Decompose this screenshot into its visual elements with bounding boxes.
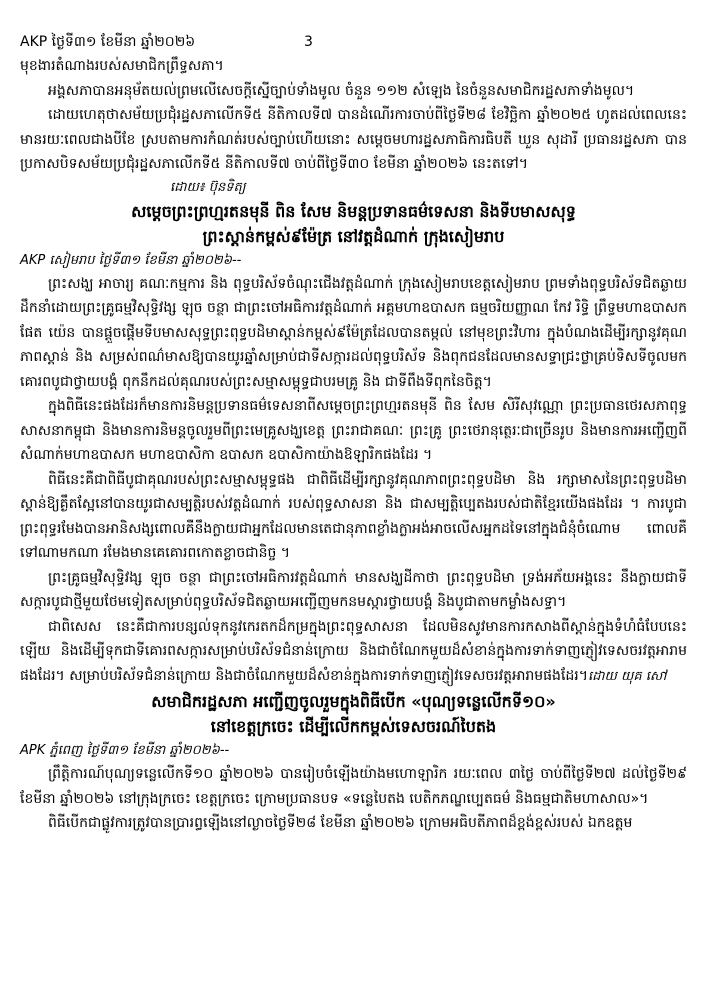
article2-paragraph-2: ក្នុងពិធីនេះផងដែរក៏មានការនិមន្តប្រទានធម៌ទេសនាពីសម្តេចព្រះព្រហ្មរតនមុនី ពិន សែម សិរីសុវណ្ណោ ព្រះប្រធានថេរសភាពុទ្ធសាសនាកម្ពុជា និងមានការនិមន្តចូលរួមពីព្រះមេគ្រូសង្ឃខេត្ត ព្រះរាជាគណៈ ព្រះគ្រូ ព្រះថេរានុត្ថេរៈជាច្រើនរូប និងមានការអញ្ជើញពីសំណាក់មហាឧបាសក មហាឧបាសិកា ឧបាសក ឧបាសិកាយ៉ាងឱឡារិកផងដែរ ។	[20, 398, 687, 463]
page-number: 3	[304, 34, 313, 50]
article1-paragraph-2: ដោយហេតុថាសម័យប្រជុំរដ្ឋសភាលើកទី៥ នីតិកាលទី៧ បានដំណើរការចាប់ពីថ្ងៃទី២៨ ខែវិច្ឆិកា ឆ្នាំ២០២៥ ហូតដល់ពេលនេះ មានរយៈពេលជាងបីខែ ស្របតាមការកំណត់របស់ច្បាប់ហើយនោះ សម្តេចមហារដ្ឋសភាធិការធិបតី ឃួន សុដារី ប្រធានរដ្ឋសភា បានប្រកាសបិទសម័យប្រជុំរដ្ឋសភាលើកទី៥ នីតិកាលទី៧ ចាប់ពីថ្ងៃទី៣០ ខែមីនា ឆ្នាំ២០២៦ នេះតទៅ។	[20, 107, 687, 172]
article3-headline-line1: សមាជិករដ្ឋសភា អញ្ជើញចូលរួមក្នុងពិធីបើក «បុណ្យទន្លេលើកទី១០»	[151, 692, 556, 711]
article2-paragraph-1: ព្រះសង្ឃ អាចារ្យ គណៈកម្មការ និង ពុទ្ធបរិស័ទចំណុះជើងវត្តដំណាក់ ក្រុងសៀមរាបខេត្តសៀមរាប ព្រមទាំងពុទ្ធបរិស័ទជិតឆ្ងាយ ដឹកនាំដោយព្រះគ្រូធម្មវិសុទ្ធិវង្ស ឡុច ចន្ថា ជាព្រះចៅអធិការវត្តដំណាក់ អគ្គមហាឧបាសក ធម្មចរិយញ្ញាណ កែវ រិទ្ធិ ព្រឹទ្ធមហាឧបាសក ផែត យ៉េន បានផ្តួចផ្តើមទីបមាសសុទ្ធព្រះពុទ្ធបដិមាស្តាន់កម្ពស់៩ម៉ែត្រដែលបានតម្កល់ នៅមុខព្រះវិហារ ក្នុងបំណងដើម្បីរក្សានូវគុណភាពស្តាន់ និង សម្រស់ពណ៌មាសឱ្យបានយូរឆ្នាំសម្រាប់ជាទីសក្ការដល់ពុទ្ធបរិស័ទ និងពុកជនដែលមានសទ្ធាជ្រះថ្លាគ្រប់ទិសទីចូលមកគោរពបូជាថ្វាយបង្គំ ពុកនឹកដល់គុណរបស់ព្រះសម្មាសម្ពុទ្ធជាបរមគ្រូ និង ជាទីពឹងទីពុកនៃចិត្ត។	[20, 275, 687, 390]
article1-byline: ដោយ៖ ប៊ុនទិត្យ	[170, 179, 246, 195]
article3-headline-line2: នៅខេត្តក្រចេះ ដើម្បីលើកកម្ពស់ទេសចរណ៍បៃតង	[210, 717, 497, 736]
header-dateline: AKP ថ្ងៃទី៣១ ខែមីនា ឆ្នាំ២០២៦	[20, 34, 196, 50]
page-header	[20, 30, 687, 54]
article1-continued-text: មុខងារតំណាងរបស់សមាជិកព្រឹទ្ធសភា។	[20, 58, 224, 74]
article3-paragraph-1: ព្រឹត្តិការណ៍បុណ្យទន្លេលើកទី១០ ឆ្នាំ២០២៦ បានរៀបចំឡើងយ៉ាងមហោឡារិក រយៈពេល ៣ថ្ងៃ ចាប់ពីថ្ងៃទី២៧ ដល់ថ្ងៃទី២៩ ខែមីនា ឆ្នាំ២០២៦ នៅក្រុងក្រចេះ ខេត្តក្រចេះ ក្រោមប្រធានបទ «ទន្លេបៃតង បេតិកភណ្ឌប្បេតធម៌ និងធម្មជាតិមហាសាល»។	[20, 766, 687, 807]
article3-paragraph-2: ពិធីបើកជាផ្លូវការត្រូវបានប្រារព្ធឡើងនៅល្ងាចថ្ងៃទី២៨ ខែមីនា ឆ្នាំ២០២៦ ក្រោមអធិបតីភាពដ៏ខ្ពង់ខ្ពស់របស់ ឯកឧត្តម	[48, 815, 633, 831]
article2-byline: ដោយ យុគ សៅ	[587, 668, 667, 684]
article-wat-damnak	[20, 199, 687, 690]
article2-headline-line2: ព្រះស្តាន់កម្ពស់៩ម៉ែត្រ នៅវត្តដំណាក់ ក្រុងសៀមរាប	[202, 226, 505, 246]
article3-dateline: APK ភ្នំពេញ ថ្ងៃទី៣១ ខែមីនា ឆ្នាំ២០២៦--	[20, 743, 230, 758]
article2-paragraph-4: ព្រះគ្រូធម្មវិសុទ្ធិវង្ស ឡុច ចន្ថា ជាព្រះចៅអធិការវត្តដំណាក់ មានសង្ឃដីកាថា ព្រះពុទ្ធបដិមា ទ្រង់អភ័យអង្គនេះ នឹងក្លាយជាទីសក្ការបូជាថ្មីមួយថែមទៀតសម្រាប់ពុទ្ធបរិស័ទជិតឆ្ងាយអញ្ជើញមកនមស្ការថ្វាយបង្គំ និងបូជាតាមកម្លាំងសទ្ធា។	[20, 569, 687, 610]
article2-paragraph-3: ពិធីនេះគឺជាពិធីបូជាគុណរបស់ព្រះសម្មាសម្ពុទ្ធផង ជាពិធីដើម្បីរក្សានូវគុណភាពព្រះពុទ្ធបដិមា និង រក្សាមាសនៃព្រះពុទ្ធបដិមាស្តាន់ឱ្យគ្ងឹតស្អែនៅបានយូរជាសម្បត្តិរបស់វត្តដំណាក់ របស់ពុទ្ធសាសនា និង ជាសម្បត្តិប្បេតងរបស់ជាតិខ្មែរយើងផងដែរ ។ ការបូជាព្រះពុទ្ធរមែងបានអានិសង្សពោលគឺនឹងក្លាយជាអ្នកដែលមានតេជានុភាពខ្លាំងក្លាអង់អាចលើសអ្នកដទៃនៅក្នុងជំនុំចំណោម ពោលគឺទៅណាមកណា រមែងមានគេគោរពកោតខ្លាចជានិច្ច ។	[20, 471, 687, 561]
article2-paragraph-5-text: ជាពិសេស នេះគឺជាការបន្សល់ទុកនូវកេរតកដ៏កម្រក្នុងព្រះពុទ្ធសាសនា ដែលមិនសូវមានការកសាងពីស្តាន់ក្នុងទំហំធំបែបនេះឡើយ និងដើម្បីទុកជាទីគោរពសក្ការសម្រាប់បរិស័ទជំនាន់ក្រោយ និងជាចំណែកមួយដ៏សំខាន់ក្នុងការទាក់ទាញភ្ញៀវទេសចរវត្តអារាមផងដែរ។ សម្រាប់បរិស័ទជំនាន់ក្រោយ និងជាចំណែកមួយដ៏សំខាន់ក្នុងការទាក់ទាញភ្ញៀវទេសចរវត្តអារាមផងដែរ។	[20, 618, 687, 684]
article-river-festival	[20, 689, 687, 836]
article2-headline-line1: សម្តេចព្រះព្រហ្មរតនមុនី ពិន សែម និមន្តប្រទានធម៌ទេសនា និងទីបមាសសុទ្ធ	[131, 201, 576, 221]
article1-paragraph-1: អង្គសភាបានអនុម័តយល់ព្រមលើសេចក្តីស្នើច្បាប់ទាំងមូល ចំនួន ១១២ សំឡេង នៃចំនួនសមាជិករដ្ឋសភាទាំងមូល។	[48, 82, 635, 99]
article2-dateline: AKP សៀមរាប ថ្ងៃទី៣១ ខែមីនា ឆ្នាំ២០២៦--	[20, 252, 242, 268]
article-parliament	[20, 54, 687, 199]
article2-paragraph-5	[20, 615, 687, 690]
